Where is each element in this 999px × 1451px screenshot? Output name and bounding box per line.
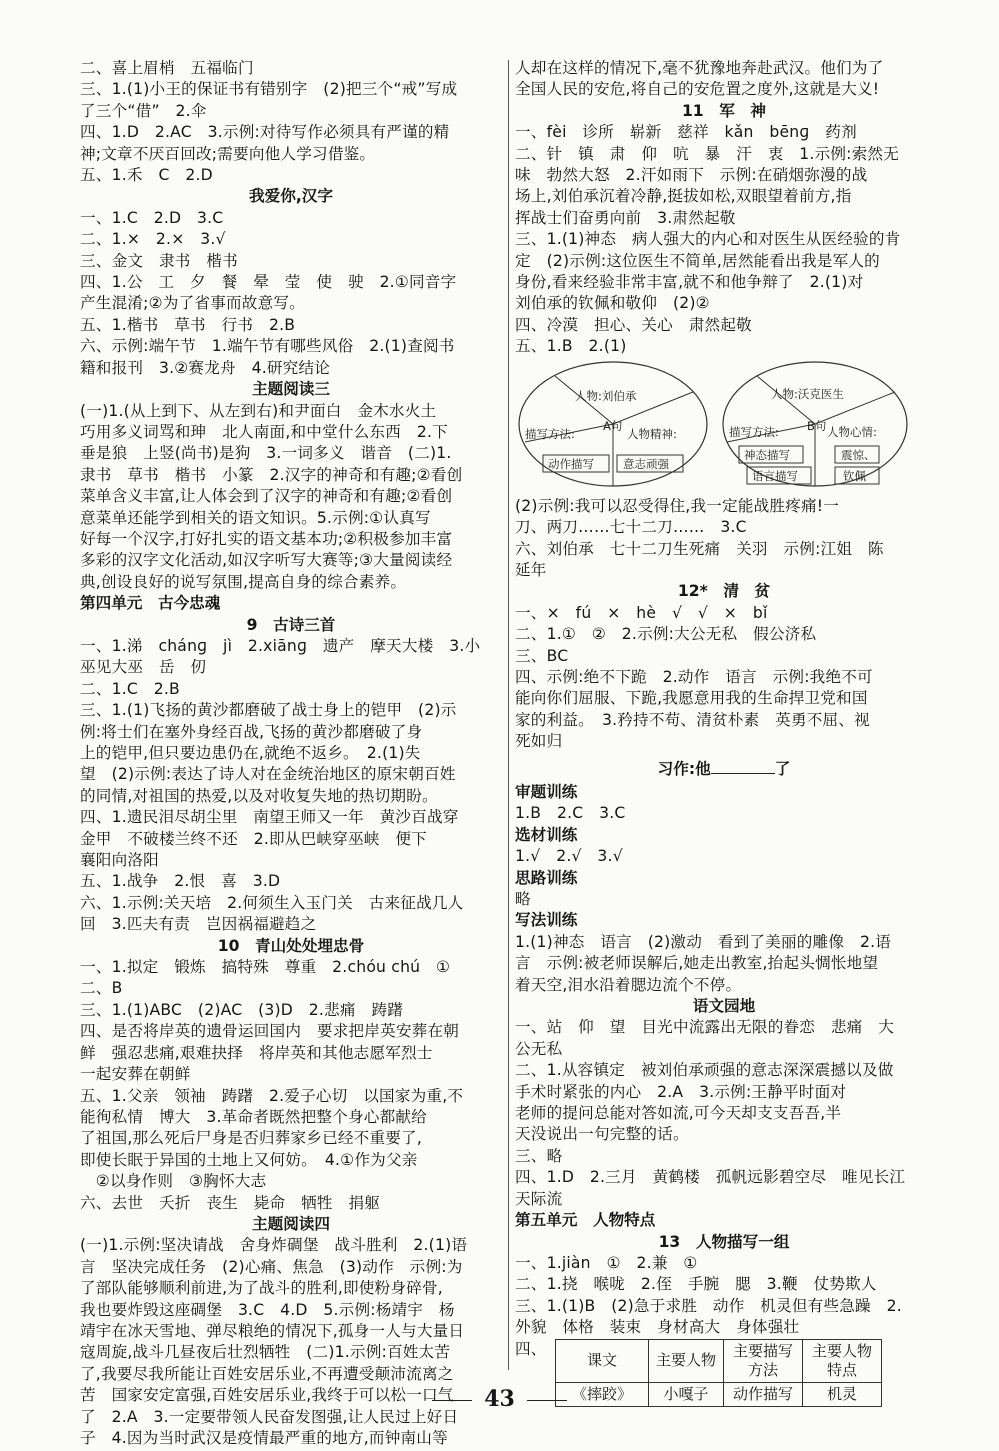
answer-line: 二、1.× 2.× 3.√ bbox=[80, 230, 226, 249]
answer-line: 鲜 强忍悲痛,艰难抉择 将岸英和其他志愿军烈士 bbox=[80, 1043, 433, 1062]
answer-line: 菜单含义丰富,让人体会到了汉字的神奇和有趣;②看创 bbox=[80, 487, 453, 506]
right-block-b bbox=[515, 496, 933, 753]
diagram-b-person: 人物:沃克医生 bbox=[771, 386, 844, 401]
left-column bbox=[80, 58, 502, 1449]
answer-line: 二、1.从容镇定 被刘伯承顽强的意志深深震撼以及做 bbox=[515, 1061, 894, 1080]
answer-line: 三、1.(1)神态 病人强大的内心和对医生从医经验的肯 bbox=[515, 230, 901, 249]
answer-line: 四、1.遗民泪尽胡尘里 南望王师又一年 黄沙百战穿 bbox=[80, 808, 459, 827]
section-heading: 主题阅读三 bbox=[252, 380, 330, 399]
answer-line: 例:将士们在塞外身经百战,飞扬的黄沙都磨破了身 bbox=[80, 722, 423, 741]
answer-line: 三、BC bbox=[515, 646, 569, 665]
answer-line: 全国人民的安危,将自己的安危置之度外,这就是大义! bbox=[515, 80, 880, 99]
answer-line: 二、1.挠 喉咙 2.侄 手腕 腮 3.鞭 仗势欺人 bbox=[515, 1275, 877, 1294]
answer-line: 垂是狼 上竖(尚书)是狗 3.一词多义 谐音 (二)1. bbox=[80, 444, 452, 463]
answer-line: 1.(1)神态 语言 (2)激动 看到了美丽的雕像 2.语 bbox=[515, 932, 892, 951]
diagram-b-detail3: 震惊、 bbox=[841, 447, 876, 462]
answer-line: 一、1.涕 chánɡ jì 2.xiānɡ 遗产 摩天大楼 3.小 bbox=[80, 636, 481, 655]
page-number: 43 bbox=[0, 1386, 999, 1412]
section-heading: 我爱你,汉字 bbox=[249, 187, 333, 206]
unit-heading: 思路训练 bbox=[515, 868, 578, 887]
answer-line: 子 4.因为当时武汉是疫情最严重的地方,而钟南山等 bbox=[80, 1429, 448, 1447]
column-divider bbox=[508, 60, 509, 1370]
answer-line: (一)1.(从上到下、从左到右)和尹面白 金木水火土 bbox=[80, 401, 437, 420]
answer-line: 四、是否将岸英的遗骨运回国内 要求把岸英安葬在朝 bbox=[80, 1022, 460, 1041]
answer-line: 家的利益。 3.矜持不苟、清贫朴素 英勇不屈、视 bbox=[515, 710, 870, 729]
answer-line: 二、针 镇 肃 仰 吭 暴 汗 衷 1.示例:索然无 bbox=[515, 144, 899, 163]
answer-line: 神;文章不厌百回改;需要向他人学习借鉴。 bbox=[80, 144, 376, 163]
answer-line: 巫见大巫 岳 仞 bbox=[80, 658, 207, 677]
answer-line: 金甲 不破楼兰终不还 2.即从巴峡穿巫峡 便下 bbox=[80, 829, 427, 848]
answer-line: 了祖国,那么死后尸身是否归葬家乡已经不重要了, bbox=[80, 1129, 422, 1148]
diagram-b-sentence: B句 bbox=[807, 418, 827, 433]
answer-line: 二、1.① ② 2.示例:大公无私 假公济私 bbox=[515, 625, 817, 644]
answer-line: 典,创设良好的说写氛围,提高自身的综合素养。 bbox=[80, 572, 407, 591]
answer-line: 一、× fú × hè √ √ × bǐ bbox=[515, 603, 768, 622]
right-block-a bbox=[515, 58, 933, 358]
answer-line: 寇周旋,战斗几昼夜后壮烈牺牲 (二)1.示例:百姓太苦 bbox=[80, 1343, 451, 1362]
answer-line: 一、fèi 诊所 崭新 慈祥 kǎn bēnɡ 药剂 bbox=[515, 123, 857, 142]
answer-line: 六、示例:端午节 1.端午节有哪些风俗 2.(1)查阅书 bbox=[80, 337, 455, 356]
answer-line: 多彩的汉字文化活动,如汉字听写大赛等;③大量阅读经 bbox=[80, 551, 453, 570]
table-label: 四、 bbox=[515, 1339, 547, 1358]
answer-line: 三、1.(1)B (2)急于求胜 动作 机灵但有些急躁 2. bbox=[515, 1296, 902, 1315]
answer-line: (一)1.示例:坚决请战 舍身炸碉堡 战斗胜利 2.(1)语 bbox=[80, 1236, 468, 1255]
answer-line: 挥战士们奋勇向前 3.肃然起敬 bbox=[515, 208, 736, 227]
answer-line: 六、去世 夭折 丧生 毙命 牺牲 捐躯 bbox=[80, 1193, 381, 1212]
answer-line: 巧用多义词骂和珅 北人南面,和中堂什么东西 2.下 bbox=[80, 422, 448, 441]
answer-line: 意菜单还能学到相关的语文知识。5.示例:①认真写 bbox=[80, 508, 431, 527]
essay-title-end: 了 bbox=[774, 759, 791, 778]
answer-line: 四、1.D 2.AC 3.示例:对待写作必须具有严谨的精 bbox=[80, 123, 450, 142]
answer-line: 老师的提问总能对答如流,可今天却支支吾吾,半 bbox=[515, 1104, 842, 1123]
diagram-a-sentence: A句 bbox=[603, 418, 623, 433]
section-heading: 11 军 神 bbox=[681, 101, 767, 120]
diagram-a-method: 描写方法: bbox=[525, 426, 575, 441]
answer-line: 即使长眠于异国的土地上又何妨。 4.①作为父亲 bbox=[80, 1150, 418, 1169]
unit-heading: 第四单元 古今忠魂 bbox=[80, 594, 221, 613]
answer-line: 五、1.禾 C 2.D bbox=[80, 166, 213, 185]
answer-line: 人却在这样的情况下,毫不犹豫地奔赴武汉。他们为了 bbox=[515, 59, 884, 77]
answer-line: 苦 国家安定富强,百姓安居乐业,我终于可以松一口气 bbox=[80, 1386, 454, 1405]
answer-line: 五、1.父亲 领袖 踌躇 2.爱子心切 以国家为重,不 bbox=[80, 1086, 464, 1105]
answer-line: 四、1.D 2.三月 黄鹤楼 孤帆远影碧空尽 唯见长江 bbox=[515, 1168, 906, 1187]
diagram-b-detail2: 语言描写 bbox=[752, 468, 798, 483]
answer-line: 手术时紧张的内心 2.A 3.示例:王静平时面对 bbox=[515, 1082, 847, 1101]
answer-line: 能向你们屈服、下跪,我愿意用我的生命捍卫党和国 bbox=[515, 689, 868, 708]
section-heading: 9 古诗三首 bbox=[246, 615, 336, 634]
answer-line: 好每一个汉字,打好扎实的语文基本功;②积极参加丰富 bbox=[80, 529, 453, 548]
answer-line: 隶书 草书 楷书 小篆 2.汉字的神奇和有趣;②看创 bbox=[80, 465, 463, 484]
table-header: 课文 bbox=[556, 1339, 649, 1382]
answer-line: 言 示例:被老师误解后,她走出教室,抬起头惆怅地望 bbox=[515, 954, 879, 973]
answer-line: 一、站 仰 望 目光中流露出无限的眷恋 悲痛 大 bbox=[515, 1018, 895, 1037]
diagram-a-person: 人物:刘伯承 bbox=[575, 388, 637, 403]
diagram-b-mood: 人物心情: bbox=[827, 424, 877, 439]
answer-line: 望 (2)示例:表达了诗人对在金统治地区的原宋朝百姓 bbox=[80, 765, 456, 784]
table-header: 主要人物特点 bbox=[803, 1339, 882, 1382]
answer-line: 刀、两刀……七十二刀…… 3.C bbox=[515, 518, 747, 537]
answer-line: 六、刘伯承 七十二刀生死痛 关羽 示例:江姐 陈 bbox=[515, 539, 884, 558]
answer-line: 能徇私情 博大 3.革命者既然把整个身心都献给 bbox=[80, 1107, 427, 1126]
right-column bbox=[515, 58, 933, 1407]
answer-line: 场上,刘伯承沉着冷静,挺拔如松,双眼望着前方,指 bbox=[515, 187, 852, 206]
section-heading: 13 人物描写一组 bbox=[658, 1232, 790, 1251]
answer-line: 五、1.战争 2.恨 喜 3.D bbox=[80, 872, 281, 891]
answer-line: 身份,看来经验非常丰富,就不和他争辩了 2.(1)对 bbox=[515, 273, 864, 292]
answer-line: 五、1.楷书 草书 行书 2.B bbox=[80, 315, 296, 334]
diagram-a-spirit: 人物精神: bbox=[627, 426, 677, 441]
table-cell: 小嘎子 bbox=[649, 1382, 724, 1406]
answer-line: ②以身作则 ③胸怀大志 bbox=[80, 1172, 267, 1191]
table-header: 主要描写方法 bbox=[724, 1339, 803, 1382]
answer-line: 言 坚决完成任务 (2)心痛、焦急 (3)动作 示例:为 bbox=[80, 1257, 463, 1276]
answer-line: 味 勃然大怒 2.汗如雨下 示例:在硝烟弥漫的战 bbox=[515, 166, 868, 185]
answer-line: 一、1.拟定 锻炼 搞特殊 尊重 2.chóu chú ① bbox=[80, 958, 451, 977]
table-cell: 动作描写 bbox=[724, 1382, 803, 1406]
section-heading: 12* 清 贫 bbox=[677, 582, 771, 601]
answer-line: 1.√ 2.√ 3.√ bbox=[515, 847, 623, 866]
answer-line: 襄阳向洛阳 bbox=[80, 851, 159, 870]
answer-line: 产生混淆;②为了省事而故意写。 bbox=[80, 294, 305, 313]
diagram-b-method: 描写方法: bbox=[729, 424, 779, 439]
answer-line: 了 2.A 3.一定要带领人民奋发图强,让人民过上好日 bbox=[80, 1407, 459, 1426]
unit-heading: 第五单元 人物特点 bbox=[515, 1211, 656, 1230]
answer-line: 1.B 2.C 3.C bbox=[515, 804, 626, 823]
answer-line: 了部队能够顺利前进,为了战斗的胜利,即使粉身碎骨, bbox=[80, 1279, 443, 1298]
unit-heading: 写法训练 bbox=[515, 911, 578, 930]
answer-line: 一起安葬在朝鲜 bbox=[80, 1065, 191, 1084]
answer-line: 二、喜上眉梢 五福临门 bbox=[80, 59, 254, 77]
unit-heading: 审题训练 bbox=[515, 782, 578, 801]
answer-line: 四、1.公 工 夕 餐 晕 莹 使 驶 2.①同音字 bbox=[80, 273, 457, 292]
answer-line: 了三个“借” 2.伞 bbox=[80, 101, 207, 120]
answer-line: (2)示例:我可以忍受得住,我一定能战胜疼痛!一 bbox=[515, 496, 840, 515]
answer-line: 略 bbox=[515, 890, 531, 908]
section-heading: 语文园地 bbox=[692, 997, 756, 1016]
answer-line: 四、冷漠 担心、关心 肃然起敬 bbox=[515, 315, 752, 334]
answer-line: 一、1.jiàn ① 2.兼 ① bbox=[515, 1253, 698, 1272]
answer-line: 五、1.B 2.(1) bbox=[515, 337, 627, 356]
answer-line: 三、1.(1)ABC (2)AC (3)D 2.悲痛 踌躇 bbox=[80, 1000, 404, 1019]
answer-line: 六、1.示例:关天培 2.何须生入玉门关 古来征战几人 bbox=[80, 893, 464, 912]
answer-line: 籍和报刊 3.②赛龙舟 4.研究结论 bbox=[80, 358, 331, 377]
answer-line: 延年 bbox=[515, 560, 547, 579]
diagram-b-detail1: 神态描写 bbox=[744, 447, 790, 462]
answer-line: 三、略 bbox=[515, 1146, 563, 1165]
essay-title bbox=[515, 759, 933, 780]
table-cell: 机灵 bbox=[803, 1382, 882, 1406]
table-cell: 《摔跤》 bbox=[556, 1382, 649, 1406]
diagram-b-detail4: 钦佩 bbox=[843, 468, 866, 483]
diagram-a-detail1: 动作描写 bbox=[548, 456, 594, 471]
answer-line: 三、金文 隶书 楷书 bbox=[80, 251, 238, 270]
answer-line: 了,我要尽我所能让百姓安居乐业,不再遭受颠沛流离之 bbox=[80, 1364, 454, 1383]
answer-line: 三、1.(1)飞扬的黄沙都磨破了战士身上的铠甲 (2)示 bbox=[80, 701, 457, 720]
answer-line: 回 3.匹夫有责 岂因祸福避趋之 bbox=[80, 915, 317, 934]
answer-line: 靖宇在冰天雪地、弹尽粮绝的情况下,孤身一人与大量日 bbox=[80, 1321, 465, 1340]
unit-heading: 选材训练 bbox=[515, 825, 578, 844]
answer-line: 定 (2)示例:这位医生不简单,居然能看出我是军人的 bbox=[515, 251, 880, 270]
answer-line: 上的铠甲,但只要边患仍在,就绝不返乡。 2.(1)失 bbox=[80, 744, 421, 762]
answer-line: 着天空,泪水沿着腮边流个不停。 bbox=[515, 975, 742, 994]
answer-line: 外貌 体格 装束 身材高大 身体强壮 bbox=[515, 1318, 800, 1337]
answer-line: 四、示例:绝不下跪 2.动作 语言 示例:我绝不可 bbox=[515, 667, 873, 686]
answer-line: 公无私 bbox=[515, 1039, 563, 1058]
essay-title-blank bbox=[711, 759, 775, 774]
section-heading: 10 青山处处埋忠骨 bbox=[217, 936, 365, 955]
section-heading: 主题阅读四 bbox=[252, 1214, 330, 1233]
essay-title-start: 习作:他 bbox=[657, 759, 711, 778]
answer-line: 刘伯承的钦佩和敬仰 (2)② bbox=[515, 294, 710, 313]
answer-line: 三、1.(1)小王的保证书有错别字 (2)把三个“戒”写成 bbox=[80, 80, 458, 99]
answer-line: 天际流 bbox=[515, 1189, 563, 1208]
character-diagram bbox=[515, 360, 933, 492]
answer-line: 二、B bbox=[80, 979, 123, 998]
right-block-c bbox=[515, 782, 933, 1339]
answer-line: 我也要炸毁这座碉堡 3.C 4.D 5.示例:杨靖宇 杨 bbox=[80, 1300, 455, 1319]
diagram-a-detail2: 意志顽强 bbox=[623, 456, 669, 471]
answer-line: 天没说出一句完整的话。 bbox=[515, 1125, 689, 1144]
answer-line: 死如归 bbox=[515, 732, 563, 751]
answer-line: 二、1.C 2.B bbox=[80, 679, 180, 698]
answer-line: 一、1.C 2.D 3.C bbox=[80, 208, 224, 227]
answer-line: 的同情,对祖国的热爱,以及对收复失地的热切期盼。 bbox=[80, 786, 438, 805]
table-header: 主要人物 bbox=[649, 1339, 724, 1382]
